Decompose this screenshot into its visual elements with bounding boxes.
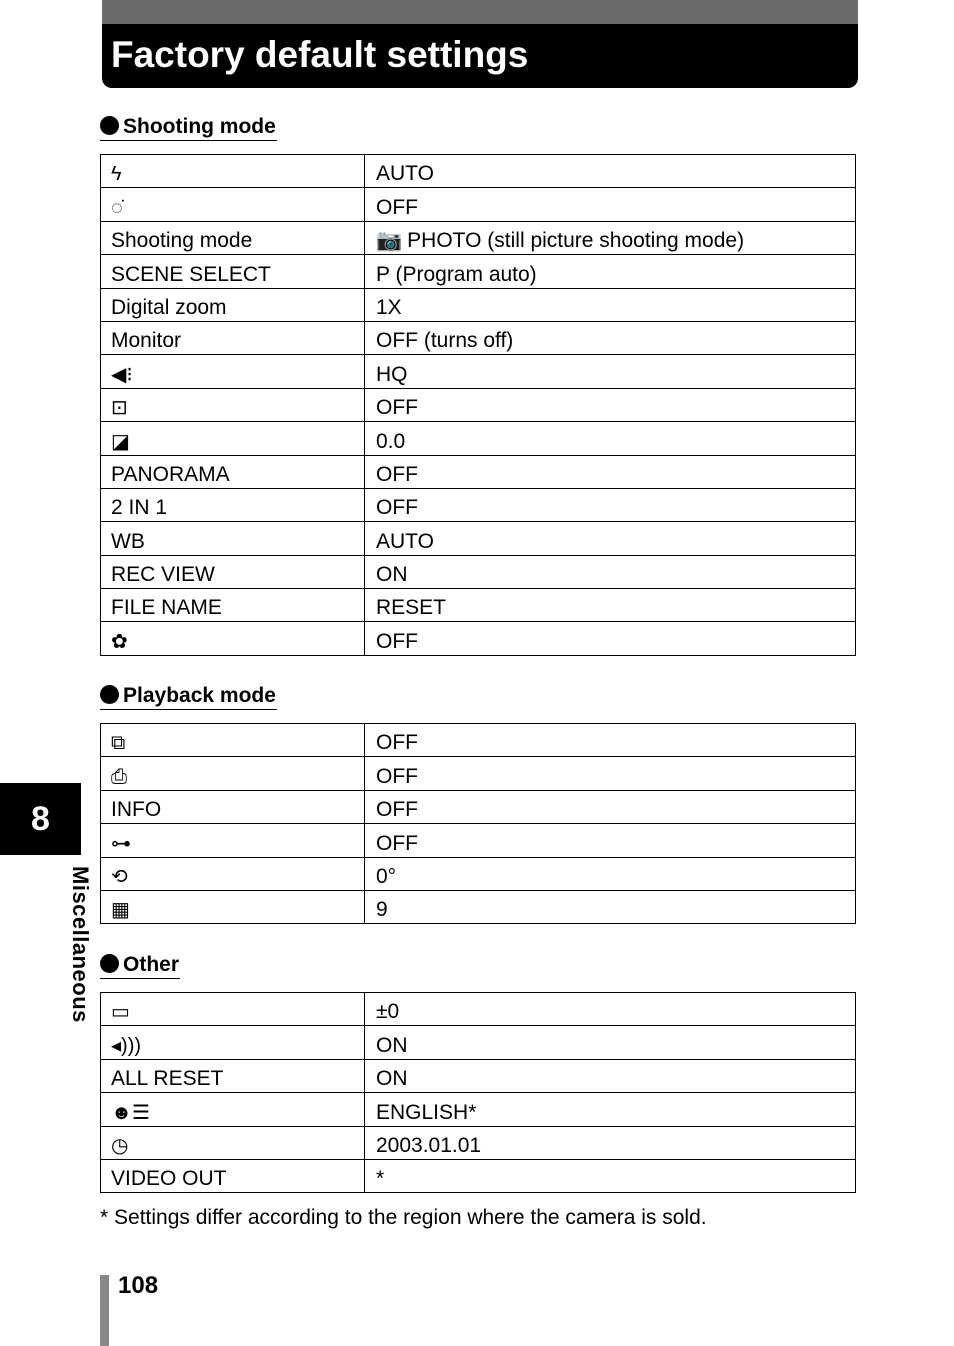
- setting-name-cell: [101, 824, 365, 857]
- setting-label: 2 IN 1: [111, 496, 168, 520]
- table-row: [101, 188, 856, 221]
- setting-name-cell: [101, 522, 365, 555]
- clock-icon: ◷: [111, 1134, 129, 1157]
- setting-value: OFF: [376, 798, 418, 822]
- macro-icon: ✿: [111, 630, 128, 653]
- self-timer-icon: ◌̇: [111, 196, 123, 219]
- setting-label: FILE NAME: [111, 596, 222, 620]
- setting-name-cell: [101, 1059, 365, 1092]
- other-table-body: [101, 993, 856, 1193]
- setting-value-cell: [365, 1093, 856, 1126]
- table-row: [101, 724, 856, 757]
- table-row: [101, 622, 856, 655]
- setting-label: SCENE SELECT: [111, 262, 271, 286]
- title-banner: [102, 0, 858, 88]
- table-row: [101, 1093, 856, 1126]
- table-row: [101, 1159, 856, 1192]
- setting-value: AUTO: [376, 162, 434, 186]
- table-row: [101, 1126, 856, 1159]
- setting-label: Monitor: [111, 329, 182, 353]
- setting-name-cell: [101, 1093, 365, 1126]
- table-row: [101, 422, 856, 455]
- setting-value-cell: [365, 1159, 856, 1192]
- setting-name-cell: [101, 422, 365, 455]
- spot-metering-icon: ⊡: [111, 397, 128, 420]
- record-mode-icon: ◀⁝: [111, 363, 133, 386]
- banner-strip: [102, 0, 858, 24]
- table-row: [101, 555, 856, 588]
- setting-name-cell: [101, 455, 365, 488]
- flash-icon: ϟ: [111, 163, 122, 186]
- setting-value: ON: [376, 1067, 408, 1091]
- setting-value: OFF: [376, 496, 418, 520]
- setting-value-cell: [365, 522, 856, 555]
- setting-value: ON: [376, 563, 408, 587]
- bullet-icon: [100, 954, 119, 973]
- setting-value: ±0: [376, 1000, 400, 1024]
- setting-name-cell: [101, 255, 365, 288]
- setting-value-cell: [365, 622, 856, 655]
- bullet-icon: [100, 685, 119, 704]
- setting-name-cell: [101, 757, 365, 790]
- setting-label: REC VIEW: [111, 563, 215, 587]
- table-row: [101, 589, 856, 622]
- setting-label: Digital zoom: [111, 295, 227, 319]
- table-row: [101, 221, 856, 254]
- table-row: [101, 455, 856, 488]
- setting-value-cell: [365, 1126, 856, 1159]
- setting-label: VIDEO OUT: [111, 1167, 227, 1191]
- setting-value-cell: [365, 857, 856, 890]
- page-title: Factory default settings: [111, 34, 529, 75]
- setting-value-cell: [365, 288, 856, 321]
- setting-value-cell: [365, 724, 856, 757]
- section-heading-label: Shooting mode: [123, 115, 276, 138]
- section-heading-playback: [100, 683, 277, 710]
- setting-label: INFO: [111, 798, 162, 822]
- setting-name-cell: [101, 790, 365, 823]
- setting-value: 1X: [376, 295, 402, 319]
- setting-value-cell: [365, 824, 856, 857]
- setting-value: *: [376, 1167, 385, 1191]
- setting-name-cell: [101, 1026, 365, 1059]
- shooting-settings-table: [100, 154, 856, 656]
- setting-value: RESET: [376, 596, 447, 620]
- exposure-compensation-icon: ◪: [111, 430, 130, 453]
- camera-icon: 📷: [376, 229, 403, 253]
- setting-name-cell: [101, 155, 365, 188]
- print-reservation-icon: ⎙: [111, 765, 127, 788]
- table-row: [101, 857, 856, 890]
- playback-table-body: [101, 724, 856, 924]
- setting-name-cell: [101, 890, 365, 923]
- table-row: [101, 355, 856, 388]
- table-row: [101, 388, 856, 421]
- setting-name-cell: [101, 1159, 365, 1192]
- setting-value: OFF: [376, 396, 418, 420]
- setting-value: OFF: [376, 195, 418, 219]
- setting-value-cell: [365, 255, 856, 288]
- table-row: [101, 790, 856, 823]
- table-row: [101, 890, 856, 923]
- setting-value: ON: [376, 1033, 408, 1057]
- setting-value-cell: [365, 455, 856, 488]
- setting-name-cell: [101, 488, 365, 521]
- setting-value: ENGLISH*: [376, 1100, 477, 1124]
- setting-label: PANORAMA: [111, 462, 230, 486]
- page-number: 108: [118, 1272, 159, 1299]
- setting-value: OFF: [376, 731, 418, 755]
- setting-name-cell: [101, 1126, 365, 1159]
- setting-value: OFF: [376, 764, 418, 788]
- table-row: [101, 288, 856, 321]
- footnote: * Settings differ according to the region where the camera is sold.: [100, 1206, 707, 1229]
- setting-value-cell: [365, 355, 856, 388]
- setting-value-cell: [365, 321, 856, 354]
- chapter-number: 8: [31, 800, 50, 838]
- setting-name-cell: [101, 321, 365, 354]
- setting-value-cell: [365, 890, 856, 923]
- chapter-label: Miscellaneous: [68, 866, 93, 1023]
- setting-value-cell: [365, 488, 856, 521]
- setting-value-cell: [365, 555, 856, 588]
- table-row: [101, 321, 856, 354]
- table-row: [101, 993, 856, 1026]
- setting-name-cell: [101, 857, 365, 890]
- setting-name-cell: [101, 355, 365, 388]
- setting-name-cell: [101, 622, 365, 655]
- setting-name-cell: [101, 589, 365, 622]
- setting-value: AUTO: [376, 529, 434, 553]
- setting-value: 0.0: [376, 429, 406, 453]
- setting-name-cell: [101, 993, 365, 1026]
- setting-value-cell: [365, 790, 856, 823]
- setting-name-cell: [101, 288, 365, 321]
- setting-value-cell: [365, 993, 856, 1026]
- setting-value-cell: [365, 188, 856, 221]
- slideshow-icon: ⧉: [111, 732, 126, 755]
- setting-value: PHOTO (still picture shooting mode): [407, 229, 745, 253]
- table-row: [101, 1026, 856, 1059]
- setting-value-cell: [365, 1059, 856, 1092]
- setting-value: HQ: [376, 362, 408, 386]
- table-row: [101, 522, 856, 555]
- setting-value-cell: [365, 155, 856, 188]
- section-heading-other: [100, 952, 180, 979]
- setting-name-cell: [101, 388, 365, 421]
- setting-name-cell: [101, 724, 365, 757]
- language-icon: ☻☰: [111, 1101, 150, 1124]
- playback-settings-table: [100, 723, 856, 924]
- setting-value: OFF: [376, 831, 418, 855]
- rotate-icon: ⟲: [111, 865, 128, 888]
- setting-value: OFF: [376, 629, 418, 653]
- setting-label: Shooting mode: [111, 229, 253, 253]
- setting-value: OFF: [376, 462, 418, 486]
- setting-value-cell: [365, 422, 856, 455]
- bullet-icon: [100, 116, 119, 135]
- table-row: [101, 488, 856, 521]
- setting-value: 0°: [376, 864, 397, 888]
- page-number-bar: [100, 1275, 109, 1346]
- shooting-table-body: [101, 155, 856, 656]
- setting-value-cell: [365, 221, 856, 254]
- setting-name-cell: [101, 188, 365, 221]
- protect-key-icon: ⊶: [111, 832, 131, 855]
- section-heading-label: Playback mode: [123, 684, 276, 707]
- monitor-brightness-icon: ▭: [111, 1001, 130, 1024]
- table-row: [101, 1059, 856, 1092]
- setting-value-cell: [365, 388, 856, 421]
- setting-label: WB: [111, 529, 145, 553]
- table-row: [101, 155, 856, 188]
- table-row: [101, 824, 856, 857]
- other-settings-table: [100, 992, 856, 1193]
- beep-sound-icon: ◂))): [111, 1034, 142, 1057]
- setting-value-cell: [365, 757, 856, 790]
- setting-value: 2003.01.01: [376, 1133, 482, 1157]
- table-row: [101, 757, 856, 790]
- setting-value: P (Program auto): [376, 262, 537, 286]
- setting-value: OFF (turns off): [376, 329, 514, 353]
- setting-name-cell: [101, 221, 365, 254]
- table-row: [101, 255, 856, 288]
- setting-name-cell: [101, 555, 365, 588]
- setting-value-cell: [365, 1026, 856, 1059]
- section-heading-label: Other: [123, 953, 180, 976]
- setting-value-cell: [365, 589, 856, 622]
- index-display-icon: ▦: [111, 899, 130, 922]
- setting-value: 9: [376, 898, 388, 922]
- section-heading-shooting: [100, 114, 277, 141]
- setting-label: ALL RESET: [111, 1067, 224, 1091]
